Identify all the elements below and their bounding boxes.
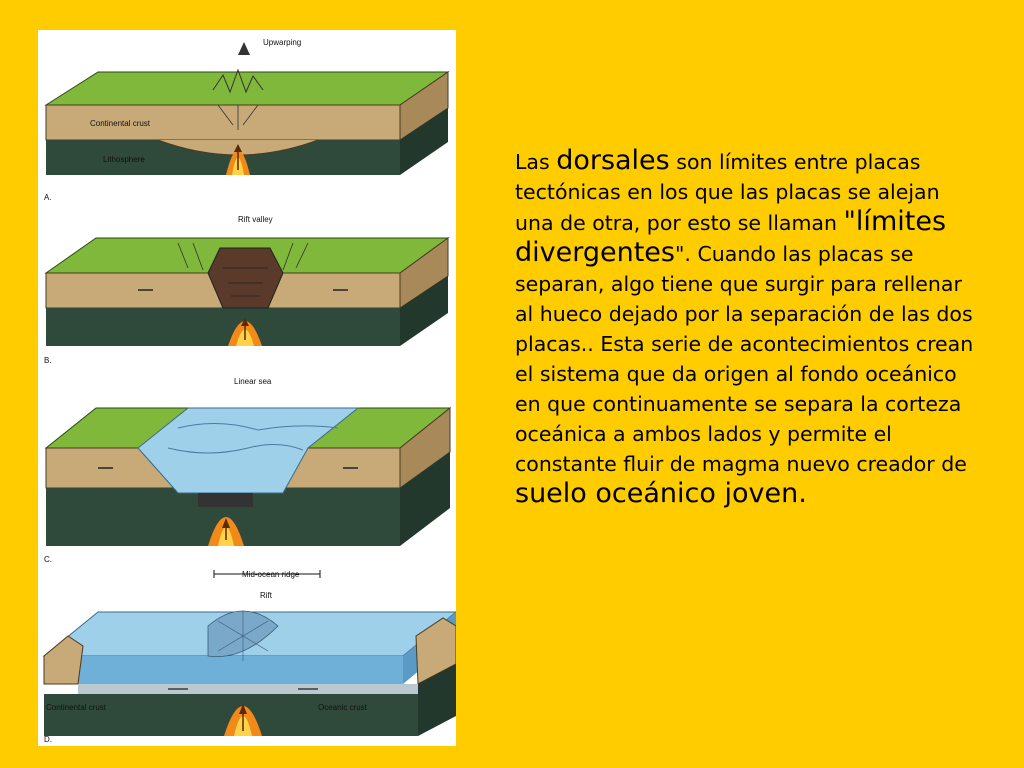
rift-valley-label: Rift valley <box>238 215 273 224</box>
panel-a <box>38 30 456 208</box>
panel-c-letter: C. <box>44 555 52 564</box>
term-limites-divergentes: "límites divergentes <box>515 206 947 268</box>
oceanic-crust-label: Oceanic crust <box>318 703 367 712</box>
upwarping-label: Upwarping <box>263 38 302 47</box>
panel-d-letter: D. <box>44 735 52 744</box>
linear-sea-label: Linear sea <box>234 377 272 386</box>
panel-d <box>38 566 456 746</box>
continental-crust-label-d: Continental crust <box>46 703 107 712</box>
panel-a-letter: A. <box>44 193 52 202</box>
text-part-7: . <box>798 478 807 509</box>
term-dorsales: dorsales <box>556 145 670 176</box>
mid-ocean-ridge-label: Mid-ocean ridge <box>242 570 300 579</box>
text-part-1: Las <box>515 150 557 174</box>
rift-label: Rift <box>260 591 272 600</box>
panel-b <box>38 208 456 368</box>
text-part-5: ". Cuando las placas se separan, algo tiene que surgir para rellenar al hueco dejado por la separación de las dos placas.. Esta serie de acontecimientos crean el sistema que da origen al fondo oceánico en que continuamente se separa la corteza oceánica a ambos lados y permite el constante fluir de magma nuevo creador de <box>515 242 974 476</box>
divergent-boundary-figure <box>38 30 456 746</box>
lithosphere-label: Lithosphere <box>103 155 145 164</box>
body-paragraph <box>515 146 975 510</box>
panel-c <box>38 368 456 566</box>
text-part-3: son límites entre placas tectónicas en los que las placas se alejan una de otra, por esto se llaman <box>515 150 940 235</box>
term-suelo-oceanico-joven: suelo oceánico joven <box>515 478 799 509</box>
panel-b-letter: B. <box>44 356 52 365</box>
continental-crust-label: Continental crust <box>90 119 151 128</box>
